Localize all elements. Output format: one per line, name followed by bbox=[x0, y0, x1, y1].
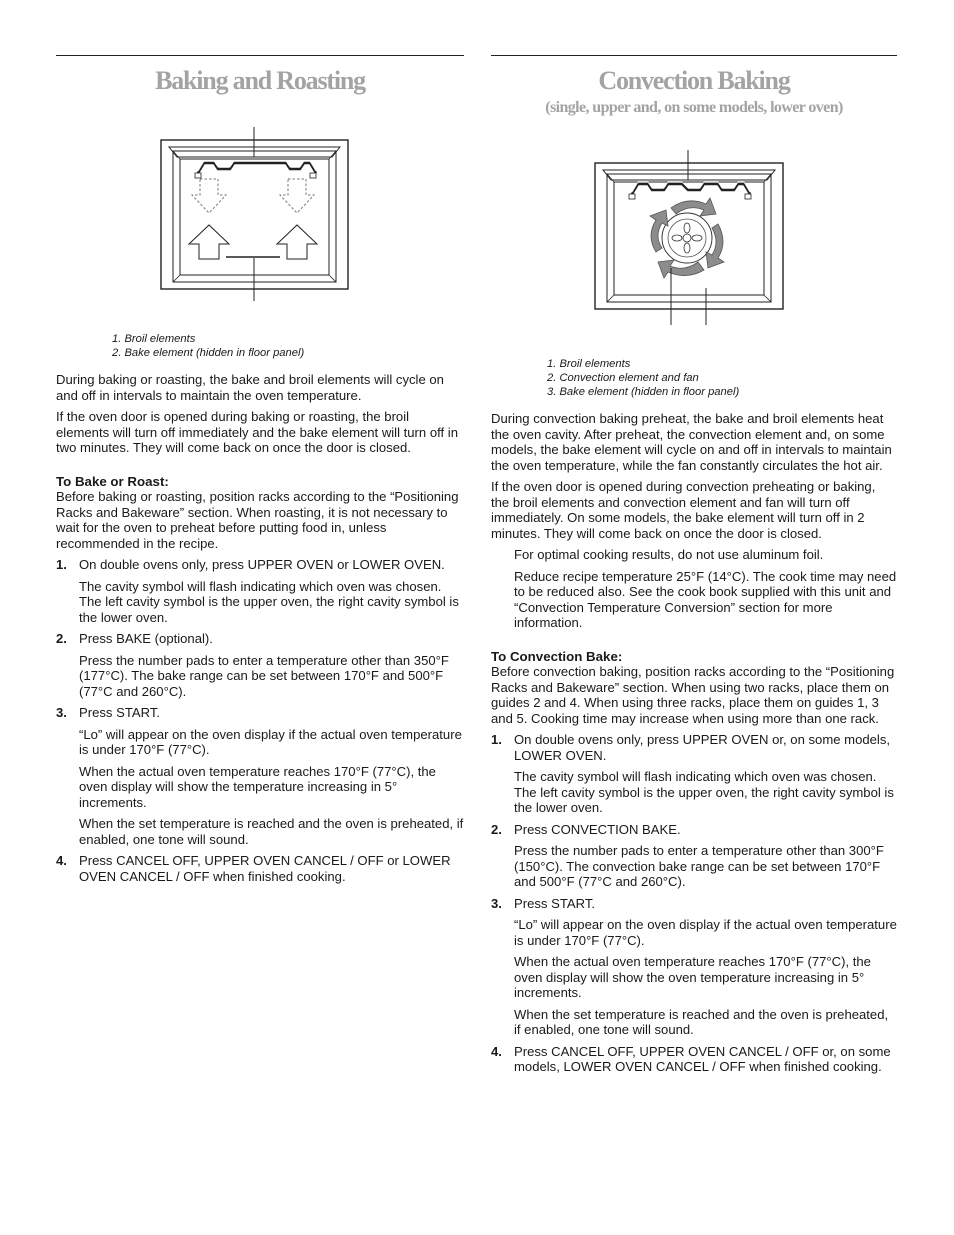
step-number: 1. bbox=[491, 732, 502, 747]
legend-item: 3. Bake element (hidden in floor panel) bbox=[547, 386, 740, 398]
step-text: Press START. bbox=[514, 895, 596, 911]
step-note: When the set temperature is reached and the oven is preheated, if enabled, one tone will sound. bbox=[514, 1006, 889, 1037]
step-number: 4. bbox=[491, 1043, 502, 1059]
step-number: 3. bbox=[491, 895, 502, 911]
legend-item: 1. Broil elements bbox=[112, 333, 196, 345]
step-item bbox=[491, 1044, 897, 1075]
step-text: On double ovens only, press UPPER OVEN or LOWER OVEN. bbox=[79, 557, 445, 572]
step-text: On double ovens only, press UPPER OVEN or, on some models, LOWER OVEN. bbox=[514, 732, 891, 763]
step-note: Press the number pads to enter a temperature other than 350°F (177°C). The bake range can be set between 170°F and 500°F (77°C and 260°C). bbox=[79, 652, 449, 699]
section-rule bbox=[56, 55, 464, 56]
subsection-heading: To Convection Bake: bbox=[491, 648, 623, 664]
paragraph: During baking or roasting, the bake and broil elements will cycle on and off in intervals to maintain the oven temperature. bbox=[56, 372, 444, 403]
step-item bbox=[491, 732, 897, 763]
step-item bbox=[56, 853, 464, 884]
step-text: Press CANCEL OFF, UPPER OVEN CANCEL / OFF or, on some models, LOWER OVEN CANCEL / OFF when finished cooking. bbox=[514, 1043, 891, 1074]
step-note: “Lo” will appear on the oven display if the actual oven temperature is under 170°F (77°C). bbox=[514, 917, 897, 948]
section-body bbox=[56, 372, 464, 890]
tip-paragraph: For optimal cooking results, do not use aluminum foil. bbox=[514, 547, 824, 562]
paragraph: If the oven door is opened during baking or roasting, the broil elements will turn off immediately and the bake element will turn off in two minutes. They will come back on once the door is closed. bbox=[56, 409, 458, 455]
step-number: 3. bbox=[56, 705, 67, 720]
step-item bbox=[491, 822, 897, 838]
step-note: The cavity symbol will flash indicating which oven was chosen. The left cavity symbol is the upper oven, the right cavity symbol is the lower oven. bbox=[514, 769, 894, 815]
step-note: When the actual oven temperature reaches 170°F (77°C), the oven display will show the temperature increasing in 5° increments. bbox=[79, 763, 436, 810]
step-note: When the actual oven temperature reaches 170°F (77°C), the oven display will show the oven temperature increasing in 5° increments. bbox=[514, 954, 871, 1000]
subsection-heading: To Bake or Roast: bbox=[56, 473, 169, 489]
step-text: Press CANCEL OFF, UPPER OVEN CANCEL / OFF or LOWER OVEN CANCEL / OFF when finished cooking. bbox=[79, 853, 451, 884]
section-title: Baking and Roasting bbox=[155, 66, 365, 95]
step-item bbox=[56, 705, 464, 721]
step-note: “Lo” will appear on the oven display if the actual oven temperature is under 170°F (77°C). bbox=[79, 726, 462, 757]
step-note: Press the number pads to enter a temperature other than 300°F (150°C). The convection bake range can be set between 170°F and 500°F (77°C and 260°C). bbox=[514, 843, 884, 889]
legend-item: 2. Convection element and fan bbox=[547, 372, 699, 384]
legend-item: 2. Bake element (hidden in floor panel) bbox=[112, 347, 305, 359]
paragraph: If the oven door is opened during convection preheating or baking, the broil elements and convection element and fan will turn off immediately. On some models, the bake element will turn off in 2 minutes. They will come back on once the door is closed. bbox=[491, 479, 876, 541]
tip-paragraph: Reduce recipe temperature 25°F (14°C). The cook time may need to be reduced also. See the cook book supplied with this unit and “Convection Temperature Conversion” section for more information. bbox=[514, 568, 897, 630]
step-number: 2. bbox=[56, 631, 67, 646]
step-item bbox=[56, 631, 464, 647]
diagram-legend bbox=[112, 332, 304, 360]
step-text: Press BAKE (optional). bbox=[79, 631, 213, 646]
step-item bbox=[491, 896, 897, 912]
section-rule bbox=[491, 55, 897, 56]
step-item bbox=[56, 557, 464, 573]
step-text: Press START. bbox=[79, 705, 161, 720]
section-body bbox=[491, 411, 897, 1081]
convection-fan-icon bbox=[662, 213, 712, 263]
paragraph: Before baking or roasting, position racks according to the “Positioning Racks and Bakeware” section. When roasting, it is not necessary to wait for the oven to preheat before putting food in, unless recommended in the recipe. bbox=[56, 489, 459, 551]
legend-item: 1. Broil elements bbox=[547, 358, 631, 370]
step-note: The cavity symbol will flash indicating which oven was chosen. The left cavity symbol is the upper oven, the right cavity symbol is the lower oven. bbox=[79, 578, 459, 625]
paragraph: Before convection baking, position racks according to the “Positioning Racks and Bakeware” section. When using two racks, place them on guides 2 and 4. When using three racks, place them on guides 1, 3 and 5. Cooking time may increase when using more than one rack. bbox=[491, 664, 895, 726]
oven-diagram-bake bbox=[160, 127, 354, 301]
paragraph: During convection baking preheat, the bake and broil elements heat the oven cavity. After preheat, the convection element and, on some models, the bake element will cycle on and off in intervals to maintain the oven temperature, while the fan constantly circulates the hot air. bbox=[491, 411, 892, 473]
step-number: 1. bbox=[56, 557, 67, 572]
step-text: Press CONVECTION BAKE. bbox=[514, 821, 681, 837]
oven-diagram-convection bbox=[594, 150, 788, 325]
section-title: Convection Baking bbox=[598, 66, 790, 95]
step-note: When the set temperature is reached and the oven is preheated, if enabled, one tone will sound. bbox=[79, 816, 464, 847]
section-subtitle: (single, upper and, on some models, lower oven) bbox=[545, 99, 843, 116]
step-number: 4. bbox=[56, 853, 67, 868]
diagram-legend bbox=[547, 357, 739, 399]
step-number: 2. bbox=[491, 821, 502, 837]
